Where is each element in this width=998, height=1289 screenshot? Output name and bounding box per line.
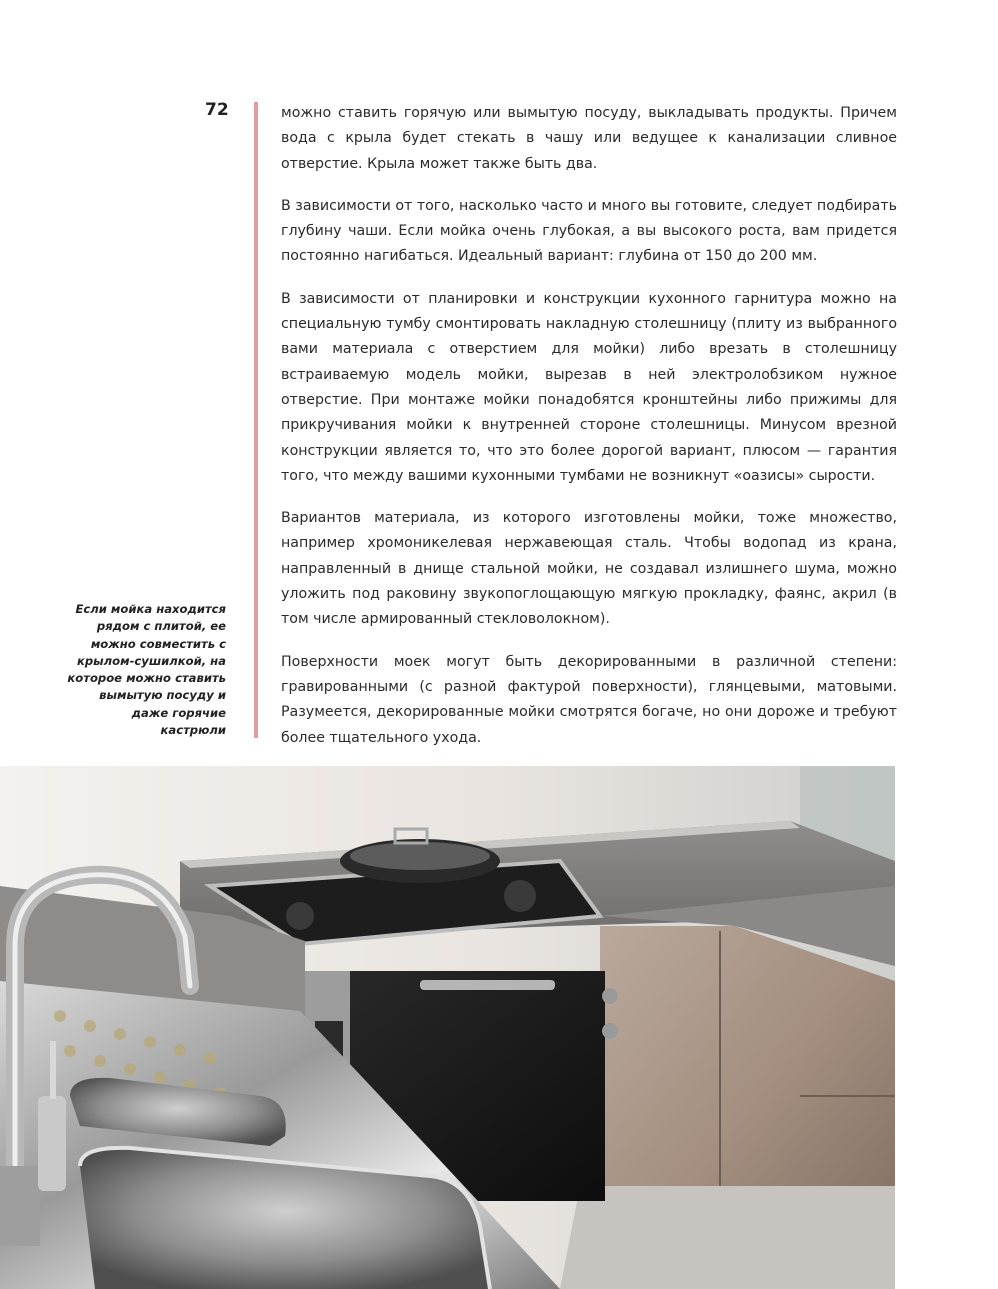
paragraph-1: можно ставить горячую или вымытую посуду, выкладывать продукты. Причем вода с крыла будет стекать в чашу или ведущее к канализации сливное отверстие. Крыла может также быть два.: [281, 105, 897, 172]
paragraph-3: В зависимости от планировки и конструкции кухонного гарнитура можно на специальную тумбу смонтировать накладную столешницу (плиту из выбранного вами материала с отверстием для мойки) либо врезать в столешницу встраиваемую модель мойки, вырезав в ней электролобзиком нужное отверстие. При монтаже мойки понадобятся кронштейны либо прижимы для прикручивания мойки к внутренней стороне столешницы. Минусом врезной конструкции является то, что это более дорогой вариант, плюсом — гарантия того, что между вашими кухонными тумбами не возникнут «оазисы» сырости.: [281, 290, 897, 484]
paragraph-2: В зависимости от того, насколько часто и много вы готовите, следует подбирать глубину чаши. Если мойка очень глубокая, а вы высокого роста, вам придется постоянно нагибаться. Идеальный вариант: глубина от 150 до 200 мм.: [281, 197, 897, 265]
accent-vertical-rule: [254, 102, 258, 738]
photo-caption: Если мойка находится рядом с плитой, ее можно совместить с крылом-сушилкой, на которое можно ставить вымытую посуду и даже горячие кастрюли: [67, 602, 226, 738]
page-number: 72: [205, 100, 229, 120]
main-text-column: [281, 101, 897, 768]
kitchen-photo: [0, 766, 895, 1289]
paragraph-4: Вариантов материала, из которого изготовлены мойки, тоже множество, например хромоникелевая нержавеющая сталь. Чтобы водопад из крана, направленный в днище стальной мойки, не создавал излишнего шума, можно уложить под раковину звукопоглощающую мягкую прокладку, фаянс, акрил (в том числе армированный стекловолокном).: [281, 510, 897, 628]
paragraph-5: Поверхности моек могут быть декорированными в различной степени: гравированными (с разной фактурой поверхности), глянцевыми, матовыми. Разумеется, декорированные мойки смотрятся богаче, но они дороже и требуют более тщательного ухода.: [281, 653, 897, 746]
